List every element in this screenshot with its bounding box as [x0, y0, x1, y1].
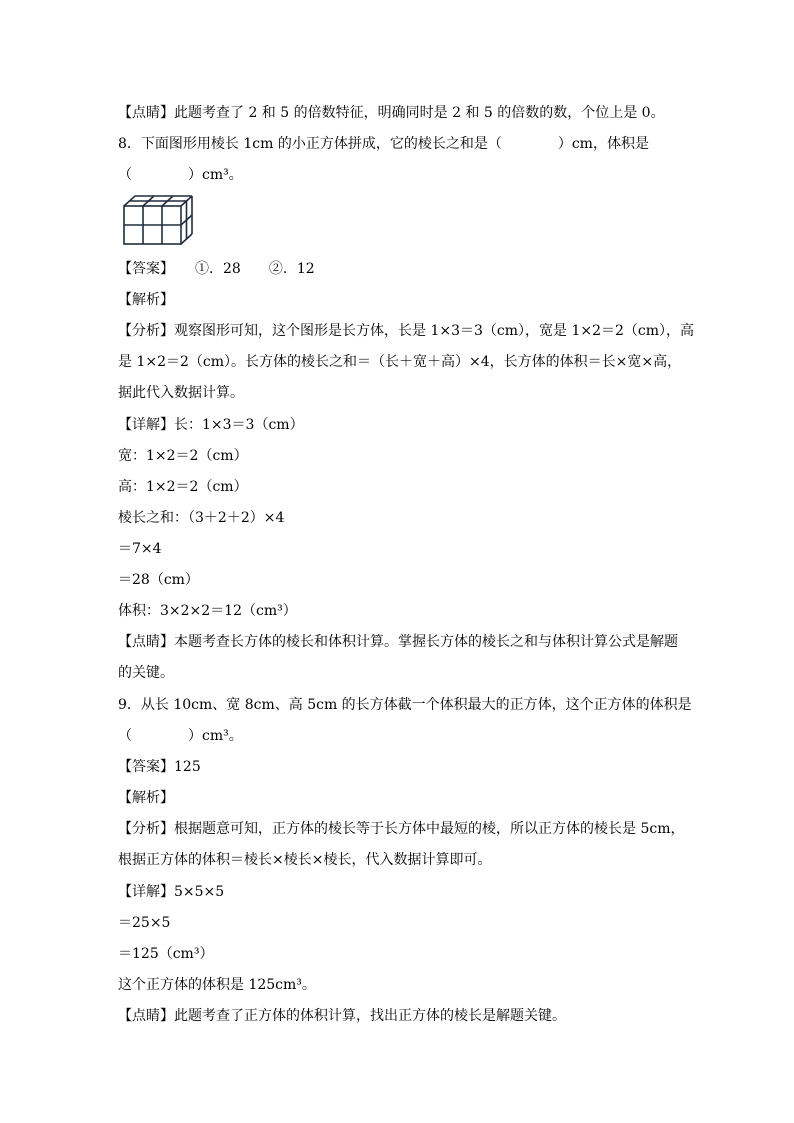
line-note-8-a: 【点睛】本题考查长方体的棱长和体积计算。掌握长方体的棱长之和与体积计算公式是解题	[118, 634, 678, 650]
line-detail-8-volume: 体积：3×2×2＝12（cm³）	[118, 603, 297, 619]
line-analysis-9-a: 【分析】根据题意可知，正方体的棱长等于长方体中最短的棱，所以正方体的棱长是 5cm，	[118, 821, 685, 837]
line-question-8: 8．下面图形用棱长 1cm 的小正方体拼成，它的棱长之和是（ ）cm，体积是	[118, 136, 649, 152]
line-analysis-heading-8: 【解析】	[118, 292, 174, 308]
line-answer-9: 【答案】125	[118, 759, 201, 775]
line-detail-8-length: 【详解】长：1×3＝3（cm）	[118, 417, 304, 433]
cuboid-figure	[122, 194, 194, 246]
line-note-9: 【点睛】此题考查了正方体的体积计算，找出正方体的棱长是解题关键。	[118, 1008, 566, 1024]
line-detail-9-step2: ＝125（cm³）	[118, 946, 214, 962]
line-detail-8-width: 宽：1×2＝2（cm）	[118, 448, 248, 464]
line-detail-8-step1: ＝7×4	[118, 541, 162, 557]
line-analysis-9-b: 根据正方体的体积＝棱长×棱长×棱长，代入数据计算即可。	[118, 852, 492, 868]
line-note-8-b: 的关键。	[118, 665, 174, 681]
line-detail-8-edge-sum: 棱长之和：（3＋2＋2）×4	[118, 510, 285, 526]
line-detail-8-step2: ＝28（cm）	[118, 572, 199, 588]
line-question-9-cont: （ ）cm³。	[118, 728, 243, 744]
line-question-9: 9．从长 10cm、宽 8cm、高 5cm 的长方体截一个体积最大的正方体，这个正方体的体积是	[118, 697, 692, 713]
line-analysis-8-c: 据此代入数据计算。	[118, 385, 244, 401]
line-note-q7: 【点睛】此题考查了 2 和 5 的倍数特征，明确同时是 2 和 5 的倍数的数，个位上是 0。	[118, 105, 665, 121]
line-answer-8: 【答案】 ①．28 ②．12	[118, 261, 315, 277]
line-analysis-8-b: 是 1×2＝2（cm）。长方体的棱长之和＝（长＋宽＋高）×4，长方体的体积＝长×宽×高，	[118, 354, 682, 370]
line-detail-9-step0: 【详解】5×5×5	[118, 884, 225, 900]
line-analysis-8-a: 【分析】观察图形可知，这个图形是长方体，长是 1×3＝3（cm），宽是 1×2＝2（cm），高	[118, 323, 695, 339]
line-detail-8-height: 高：1×2＝2（cm）	[118, 479, 248, 495]
line-analysis-heading-9: 【解析】	[118, 790, 174, 806]
line-question-8-cont: （ ）cm³。	[118, 167, 243, 183]
line-detail-9-step1: ＝25×5	[118, 915, 171, 931]
line-detail-9-conclusion: 这个正方体的体积是 125cm³。	[118, 977, 316, 993]
